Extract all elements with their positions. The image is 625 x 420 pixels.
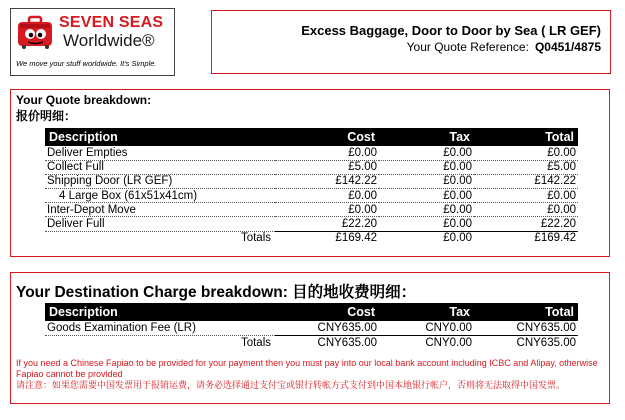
table-row: [45, 321, 578, 335]
row-total: £0.00: [474, 203, 578, 217]
quote-reference: [407, 40, 601, 54]
row-cost: £142.22: [275, 174, 379, 188]
destination-table: [45, 303, 578, 349]
quote-header: [211, 10, 611, 74]
table-row: [45, 203, 578, 217]
logo-brand-line1: SEVEN SEAS: [59, 14, 164, 31]
row-total: £5.00: [474, 160, 578, 174]
table-header-row: [45, 128, 578, 146]
column-header-cost: Cost: [275, 303, 379, 321]
row-total: £22.20: [474, 217, 578, 231]
column-header-description: Description: [45, 128, 275, 146]
row-description: Deliver Empties: [45, 146, 275, 160]
row-description: Collect Full: [45, 160, 275, 174]
totals-row: [45, 335, 578, 349]
row-tax: £0.00: [379, 203, 474, 217]
column-header-total: Total: [474, 303, 578, 321]
column-header-tax: Tax: [379, 128, 474, 146]
row-description: Inter-Depot Move: [45, 203, 275, 217]
totals-tax: £0.00: [379, 231, 474, 245]
row-description: 4 Large Box (61x51x41cm): [45, 189, 275, 203]
row-description: Deliver Full: [45, 217, 275, 231]
table-header-row: [45, 303, 578, 321]
row-cost: £0.00: [275, 189, 379, 203]
quote-ref-value: Q0451/4875: [534, 40, 601, 54]
table-row: [45, 174, 578, 188]
row-tax: £0.00: [379, 146, 474, 160]
row-tax: £0.00: [379, 217, 474, 231]
row-total: £0.00: [474, 189, 578, 203]
company-logo: [10, 8, 175, 76]
totals-tax: CNY0.00: [379, 335, 474, 349]
totals-row: [45, 231, 578, 245]
quote-table: [45, 128, 578, 245]
totals-total: CNY635.00: [474, 335, 578, 349]
quote-breakdown-title: Your Quote breakdown:: [16, 93, 152, 107]
row-total: £142.22: [474, 174, 578, 188]
table-row: [45, 146, 578, 160]
service-title: Excess Baggage, Door to Door by Sea ( LR GEF): [301, 23, 601, 38]
totals-total: £169.42: [474, 231, 578, 245]
row-cost: £22.20: [275, 217, 379, 231]
table-row: [45, 217, 578, 231]
destination-charge-title: Your Destination Charge breakdown: 目的地收费明细：: [16, 284, 417, 301]
row-tax: £0.00: [379, 189, 474, 203]
suitcase-mascot-icon: [16, 15, 56, 49]
column-header-total: Total: [474, 128, 578, 146]
column-header-tax: Tax: [379, 303, 474, 321]
totals-label: Totals: [240, 336, 271, 349]
destination-charge-section: [10, 272, 610, 404]
totals-label: Totals: [240, 232, 271, 245]
quote-breakdown-section: [10, 89, 610, 257]
table-row: [45, 189, 578, 203]
logo-brand-line2: Worldwide®: [63, 31, 155, 50]
row-description: Goods Examination Fee (LR): [45, 321, 275, 335]
totals-cost: CNY635.00: [275, 335, 379, 349]
column-header-cost: Cost: [275, 128, 379, 146]
row-tax: £0.00: [379, 174, 474, 188]
quote-breakdown-title-cn: 报价明细：: [16, 109, 77, 123]
row-cost: £0.00: [275, 146, 379, 160]
column-header-description: Description: [45, 303, 275, 321]
totals-cost: £169.42: [275, 231, 379, 245]
table-row: [45, 160, 578, 174]
row-total: £0.00: [474, 146, 578, 160]
quote-ref-label: Your Quote Reference:: [406, 40, 529, 54]
row-tax: £0.00: [379, 160, 474, 174]
row-cost: £5.00: [275, 160, 379, 174]
row-tax: CNY0.00: [379, 321, 474, 335]
row-cost: £0.00: [275, 203, 379, 217]
logo-tagline: We move your stuff worldwide. It's Simple.: [16, 59, 157, 68]
fapiao-note-chinese: 请注意：如果您需要中国发票用于报销运费，请务必选择通过支付宝或银行转帐方式支付到中国本地银行帐户，否则将无法取得中国发票。: [16, 380, 566, 390]
row-cost: CNY635.00: [275, 321, 379, 335]
fapiao-note-english: If you need a Chinese Fapiao to be provided for your payment then you must pay into our local bank account including ICBC and Alipay, otherwise Fapiao cannot be provided: [16, 358, 598, 379]
row-total: CNY635.00: [474, 321, 578, 335]
row-description: Shipping Door (LR GEF): [45, 174, 275, 188]
